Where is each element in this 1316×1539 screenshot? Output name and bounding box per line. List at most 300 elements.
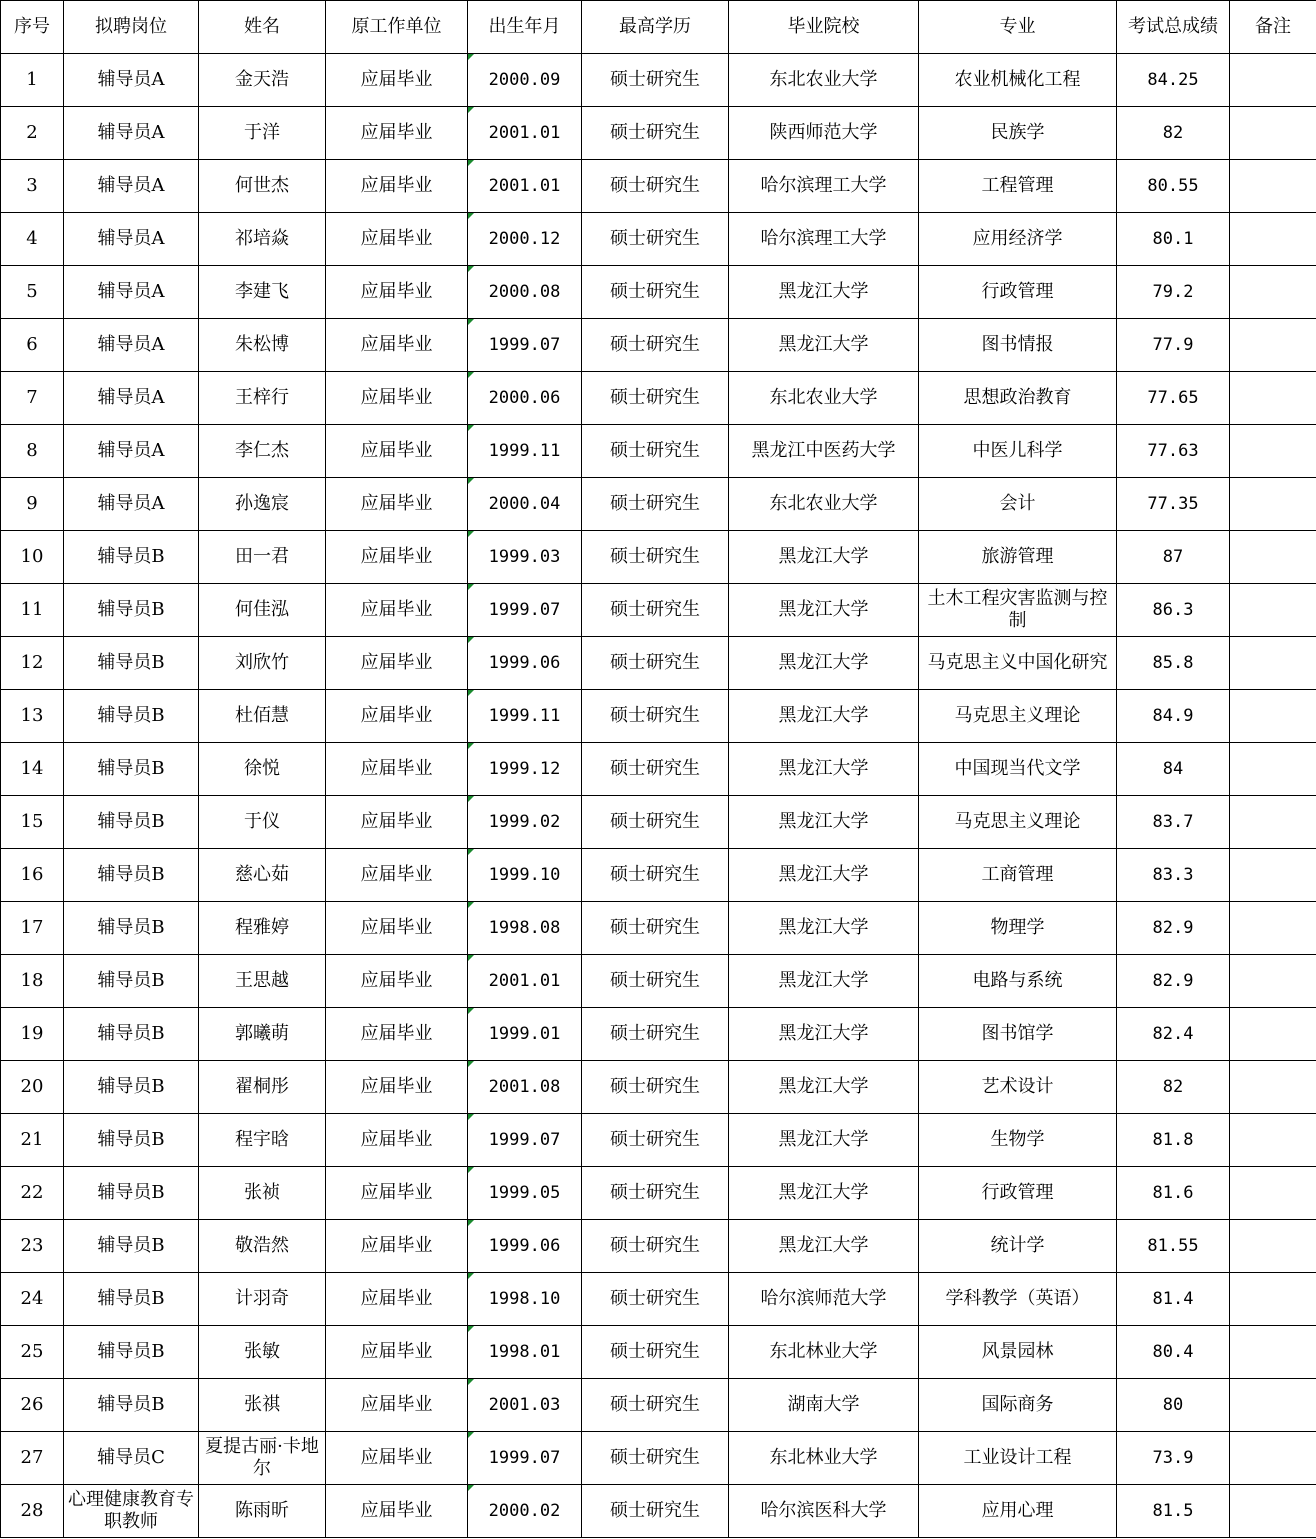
cell-note — [1230, 266, 1316, 319]
cell-degree: 硕士研究生 — [582, 637, 729, 690]
cell-position: 辅导员B — [64, 849, 199, 902]
cell-no: 1 — [1, 54, 64, 107]
cell-birth: 1999.07 — [468, 1114, 582, 1167]
cell-note — [1230, 1220, 1316, 1273]
cell-major: 电路与系统 — [919, 955, 1117, 1008]
cell-unit: 应届毕业 — [326, 1167, 468, 1220]
cell-note — [1230, 849, 1316, 902]
cell-degree: 硕士研究生 — [582, 1220, 729, 1273]
cell-birth: 1998.10 — [468, 1273, 582, 1326]
table-row — [1, 107, 1316, 160]
cell-birth: 1999.06 — [468, 637, 582, 690]
cell-unit: 应届毕业 — [326, 902, 468, 955]
cell-score: 83.3 — [1117, 849, 1230, 902]
cell-no: 27 — [1, 1432, 64, 1485]
cell-major: 马克思主义理论 — [919, 796, 1117, 849]
cell-position: 辅导员A — [64, 478, 199, 531]
cell-position: 辅导员A — [64, 54, 199, 107]
cell-position: 辅导员B — [64, 955, 199, 1008]
cell-degree: 硕士研究生 — [582, 584, 729, 637]
cell-school: 东北林业大学 — [729, 1432, 919, 1485]
cell-school: 黑龙江大学 — [729, 1061, 919, 1114]
cell-name: 何世杰 — [199, 160, 326, 213]
table-row — [1, 425, 1316, 478]
cell-school: 哈尔滨理工大学 — [729, 213, 919, 266]
cell-unit: 应届毕业 — [326, 637, 468, 690]
cell-degree: 硕士研究生 — [582, 478, 729, 531]
cell-no: 15 — [1, 796, 64, 849]
cell-degree: 硕士研究生 — [582, 690, 729, 743]
cell-school: 哈尔滨理工大学 — [729, 160, 919, 213]
cell-degree: 硕士研究生 — [582, 1008, 729, 1061]
cell-birth: 1999.11 — [468, 690, 582, 743]
cell-note — [1230, 955, 1316, 1008]
cell-major: 民族学 — [919, 107, 1117, 160]
cell-score: 80 — [1117, 1379, 1230, 1432]
table-row — [1, 1220, 1316, 1273]
cell-birth: 1998.08 — [468, 902, 582, 955]
cell-no: 28 — [1, 1485, 64, 1538]
cell-no: 13 — [1, 690, 64, 743]
header-degree: 最高学历 — [582, 1, 729, 54]
cell-position: 辅导员B — [64, 902, 199, 955]
cell-position: 心理健康教育专职教师 — [64, 1485, 199, 1538]
cell-score: 79.2 — [1117, 266, 1230, 319]
cell-score: 86.3 — [1117, 584, 1230, 637]
cell-name: 孙逸宸 — [199, 478, 326, 531]
cell-unit: 应届毕业 — [326, 531, 468, 584]
cell-degree: 硕士研究生 — [582, 902, 729, 955]
header-note: 备注 — [1230, 1, 1316, 54]
cell-major: 国际商务 — [919, 1379, 1117, 1432]
cell-note — [1230, 637, 1316, 690]
cell-name: 计羽奇 — [199, 1273, 326, 1326]
cell-note — [1230, 1485, 1316, 1538]
table-row — [1, 1008, 1316, 1061]
cell-birth: 1999.05 — [468, 1167, 582, 1220]
cell-score: 82.4 — [1117, 1008, 1230, 1061]
cell-major: 学科教学（英语） — [919, 1273, 1117, 1326]
cell-position: 辅导员B — [64, 1379, 199, 1432]
cell-birth: 2001.01 — [468, 955, 582, 1008]
cell-unit: 应届毕业 — [326, 1273, 468, 1326]
cell-name: 张祺 — [199, 1379, 326, 1432]
table-row — [1, 584, 1316, 637]
header-school: 毕业院校 — [729, 1, 919, 54]
cell-position: 辅导员B — [64, 690, 199, 743]
cell-score: 82.9 — [1117, 955, 1230, 1008]
cell-name: 祁培焱 — [199, 213, 326, 266]
cell-score: 73.9 — [1117, 1432, 1230, 1485]
table-row — [1, 1061, 1316, 1114]
cell-no: 3 — [1, 160, 64, 213]
cell-birth: 2001.01 — [468, 107, 582, 160]
cell-name: 张祯 — [199, 1167, 326, 1220]
cell-position: 辅导员B — [64, 1114, 199, 1167]
cell-score: 81.6 — [1117, 1167, 1230, 1220]
cell-degree: 硕士研究生 — [582, 372, 729, 425]
cell-name: 于仪 — [199, 796, 326, 849]
cell-name: 徐悦 — [199, 743, 326, 796]
cell-school: 黑龙江大学 — [729, 849, 919, 902]
cell-major: 物理学 — [919, 902, 1117, 955]
cell-position: 辅导员B — [64, 1167, 199, 1220]
cell-birth: 1999.12 — [468, 743, 582, 796]
cell-note — [1230, 1061, 1316, 1114]
cell-note — [1230, 1379, 1316, 1432]
cell-name: 何佳泓 — [199, 584, 326, 637]
cell-birth: 2000.08 — [468, 266, 582, 319]
cell-no: 12 — [1, 637, 64, 690]
cell-name: 郭曦萌 — [199, 1008, 326, 1061]
cell-score: 80.1 — [1117, 213, 1230, 266]
table-row — [1, 796, 1316, 849]
cell-note — [1230, 1114, 1316, 1167]
cell-position: 辅导员B — [64, 1061, 199, 1114]
cell-score: 84 — [1117, 743, 1230, 796]
cell-score: 77.9 — [1117, 319, 1230, 372]
cell-name: 杜佰慧 — [199, 690, 326, 743]
cell-school: 黑龙江大学 — [729, 955, 919, 1008]
table-row — [1, 1485, 1316, 1538]
cell-position: 辅导员A — [64, 160, 199, 213]
cell-degree: 硕士研究生 — [582, 1432, 729, 1485]
cell-major: 工业设计工程 — [919, 1432, 1117, 1485]
cell-unit: 应届毕业 — [326, 1114, 468, 1167]
cell-major: 马克思主义理论 — [919, 690, 1117, 743]
cell-unit: 应届毕业 — [326, 1061, 468, 1114]
cell-birth: 2000.04 — [468, 478, 582, 531]
cell-score: 80.55 — [1117, 160, 1230, 213]
cell-unit: 应届毕业 — [326, 54, 468, 107]
table-row — [1, 1432, 1316, 1485]
cell-no: 21 — [1, 1114, 64, 1167]
table-row — [1, 372, 1316, 425]
cell-note — [1230, 796, 1316, 849]
cell-birth: 1999.10 — [468, 849, 582, 902]
cell-birth: 2001.08 — [468, 1061, 582, 1114]
cell-unit: 应届毕业 — [326, 584, 468, 637]
cell-note — [1230, 531, 1316, 584]
cell-unit: 应届毕业 — [326, 690, 468, 743]
cell-school: 黑龙江大学 — [729, 796, 919, 849]
cell-school: 黑龙江大学 — [729, 743, 919, 796]
cell-name: 夏提古丽·卡地尔 — [199, 1432, 326, 1485]
cell-major: 旅游管理 — [919, 531, 1117, 584]
cell-name: 程雅婷 — [199, 902, 326, 955]
cell-unit: 应届毕业 — [326, 107, 468, 160]
cell-note — [1230, 372, 1316, 425]
cell-major: 土木工程灾害监测与控制 — [919, 584, 1117, 637]
cell-school: 陕西师范大学 — [729, 107, 919, 160]
cell-score: 82.9 — [1117, 902, 1230, 955]
cell-degree: 硕士研究生 — [582, 1167, 729, 1220]
cell-position: 辅导员A — [64, 266, 199, 319]
cell-major: 中国现当代文学 — [919, 743, 1117, 796]
cell-degree: 硕士研究生 — [582, 849, 729, 902]
cell-note — [1230, 690, 1316, 743]
cell-birth: 1999.07 — [468, 584, 582, 637]
cell-note — [1230, 1008, 1316, 1061]
cell-degree: 硕士研究生 — [582, 160, 729, 213]
cell-degree: 硕士研究生 — [582, 531, 729, 584]
header-name: 姓名 — [199, 1, 326, 54]
cell-no: 20 — [1, 1061, 64, 1114]
cell-score: 77.63 — [1117, 425, 1230, 478]
cell-degree: 硕士研究生 — [582, 1061, 729, 1114]
cell-note — [1230, 425, 1316, 478]
cell-major: 行政管理 — [919, 266, 1117, 319]
cell-no: 18 — [1, 955, 64, 1008]
cell-major: 统计学 — [919, 1220, 1117, 1273]
cell-birth: 1999.07 — [468, 1432, 582, 1485]
cell-birth: 2000.12 — [468, 213, 582, 266]
cell-note — [1230, 1273, 1316, 1326]
cell-degree: 硕士研究生 — [582, 1379, 729, 1432]
cell-score: 77.65 — [1117, 372, 1230, 425]
cell-degree: 硕士研究生 — [582, 425, 729, 478]
cell-degree: 硕士研究生 — [582, 796, 729, 849]
cell-major: 工商管理 — [919, 849, 1117, 902]
cell-no: 6 — [1, 319, 64, 372]
cell-birth: 1999.11 — [468, 425, 582, 478]
cell-note — [1230, 54, 1316, 107]
cell-school: 黑龙江中医药大学 — [729, 425, 919, 478]
cell-name: 敬浩然 — [199, 1220, 326, 1273]
cell-no: 19 — [1, 1008, 64, 1061]
cell-major: 应用经济学 — [919, 213, 1117, 266]
cell-score: 80.4 — [1117, 1326, 1230, 1379]
cell-name: 陈雨昕 — [199, 1485, 326, 1538]
cell-no: 9 — [1, 478, 64, 531]
cell-major: 风景园林 — [919, 1326, 1117, 1379]
cell-major: 工程管理 — [919, 160, 1117, 213]
cell-major: 农业机械化工程 — [919, 54, 1117, 107]
table-row — [1, 1379, 1316, 1432]
cell-birth: 1999.06 — [468, 1220, 582, 1273]
cell-score: 84.25 — [1117, 54, 1230, 107]
cell-school: 东北农业大学 — [729, 372, 919, 425]
cell-unit: 应届毕业 — [326, 1220, 468, 1273]
cell-school: 黑龙江大学 — [729, 637, 919, 690]
cell-unit: 应届毕业 — [326, 1326, 468, 1379]
cell-no: 25 — [1, 1326, 64, 1379]
cell-degree: 硕士研究生 — [582, 1273, 729, 1326]
table-row — [1, 1167, 1316, 1220]
table-row — [1, 319, 1316, 372]
table-body — [1, 54, 1316, 1538]
cell-score: 81.5 — [1117, 1485, 1230, 1538]
cell-unit: 应届毕业 — [326, 1485, 468, 1538]
cell-birth: 1999.02 — [468, 796, 582, 849]
table-row — [1, 54, 1316, 107]
cell-note — [1230, 902, 1316, 955]
cell-position: 辅导员C — [64, 1432, 199, 1485]
cell-name: 翟桐彤 — [199, 1061, 326, 1114]
cell-birth: 2000.06 — [468, 372, 582, 425]
cell-name: 慈心茹 — [199, 849, 326, 902]
cell-school: 黑龙江大学 — [729, 1114, 919, 1167]
cell-school: 黑龙江大学 — [729, 266, 919, 319]
cell-note — [1230, 478, 1316, 531]
cell-no: 10 — [1, 531, 64, 584]
cell-position: 辅导员B — [64, 743, 199, 796]
cell-school: 哈尔滨师范大学 — [729, 1273, 919, 1326]
table-row — [1, 637, 1316, 690]
cell-no: 2 — [1, 107, 64, 160]
cell-no: 5 — [1, 266, 64, 319]
cell-unit: 应届毕业 — [326, 1379, 468, 1432]
cell-score: 81.55 — [1117, 1220, 1230, 1273]
cell-score: 77.35 — [1117, 478, 1230, 531]
cell-score: 83.7 — [1117, 796, 1230, 849]
cell-unit: 应届毕业 — [326, 425, 468, 478]
table-row — [1, 849, 1316, 902]
cell-school: 东北农业大学 — [729, 54, 919, 107]
cell-note — [1230, 743, 1316, 796]
cell-name: 李建飞 — [199, 266, 326, 319]
cell-unit: 应届毕业 — [326, 1432, 468, 1485]
cell-school: 黑龙江大学 — [729, 902, 919, 955]
cell-no: 14 — [1, 743, 64, 796]
cell-school: 黑龙江大学 — [729, 690, 919, 743]
cell-birth: 1999.07 — [468, 319, 582, 372]
cell-note — [1230, 1167, 1316, 1220]
cell-name: 王思越 — [199, 955, 326, 1008]
cell-score: 84.9 — [1117, 690, 1230, 743]
cell-major: 图书情报 — [919, 319, 1117, 372]
cell-birth: 2001.01 — [468, 160, 582, 213]
cell-position: 辅导员B — [64, 531, 199, 584]
cell-degree: 硕士研究生 — [582, 319, 729, 372]
cell-major: 行政管理 — [919, 1167, 1117, 1220]
cell-unit: 应届毕业 — [326, 160, 468, 213]
cell-unit: 应届毕业 — [326, 1008, 468, 1061]
cell-position: 辅导员A — [64, 213, 199, 266]
cell-name: 田一君 — [199, 531, 326, 584]
cell-name: 王梓行 — [199, 372, 326, 425]
cell-note — [1230, 107, 1316, 160]
cell-position: 辅导员A — [64, 107, 199, 160]
cell-position: 辅导员B — [64, 796, 199, 849]
table-row — [1, 1326, 1316, 1379]
cell-degree: 硕士研究生 — [582, 266, 729, 319]
header-position: 拟聘岗位 — [64, 1, 199, 54]
cell-score: 85.8 — [1117, 637, 1230, 690]
table-row — [1, 902, 1316, 955]
cell-position: 辅导员B — [64, 1008, 199, 1061]
cell-name: 张敏 — [199, 1326, 326, 1379]
table-row — [1, 478, 1316, 531]
cell-degree: 硕士研究生 — [582, 107, 729, 160]
cell-major: 生物学 — [919, 1114, 1117, 1167]
cell-unit: 应届毕业 — [326, 478, 468, 531]
cell-major: 艺术设计 — [919, 1061, 1117, 1114]
cell-birth: 2000.02 — [468, 1485, 582, 1538]
cell-position: 辅导员B — [64, 637, 199, 690]
cell-degree: 硕士研究生 — [582, 1114, 729, 1167]
cell-position: 辅导员A — [64, 372, 199, 425]
cell-name: 于洋 — [199, 107, 326, 160]
cell-school: 黑龙江大学 — [729, 584, 919, 637]
cell-school: 东北林业大学 — [729, 1326, 919, 1379]
cell-school: 黑龙江大学 — [729, 319, 919, 372]
cell-no: 17 — [1, 902, 64, 955]
cell-position: 辅导员A — [64, 319, 199, 372]
cell-unit: 应届毕业 — [326, 849, 468, 902]
cell-score: 81.8 — [1117, 1114, 1230, 1167]
cell-unit: 应届毕业 — [326, 266, 468, 319]
cell-major: 马克思主义中国化研究 — [919, 637, 1117, 690]
cell-name: 程宇晗 — [199, 1114, 326, 1167]
cell-note — [1230, 319, 1316, 372]
header-birth: 出生年月 — [468, 1, 582, 54]
cell-note — [1230, 160, 1316, 213]
cell-major: 中医儿科学 — [919, 425, 1117, 478]
cell-no: 24 — [1, 1273, 64, 1326]
cell-degree: 硕士研究生 — [582, 955, 729, 1008]
cell-position: 辅导员A — [64, 425, 199, 478]
header-unit: 原工作单位 — [326, 1, 468, 54]
cell-position: 辅导员B — [64, 1273, 199, 1326]
header-no: 序号 — [1, 1, 64, 54]
table-row — [1, 213, 1316, 266]
cell-school: 哈尔滨医科大学 — [729, 1485, 919, 1538]
cell-unit: 应届毕业 — [326, 743, 468, 796]
cell-degree: 硕士研究生 — [582, 1485, 729, 1538]
cell-no: 23 — [1, 1220, 64, 1273]
cell-major: 应用心理 — [919, 1485, 1117, 1538]
table-row — [1, 743, 1316, 796]
cell-no: 26 — [1, 1379, 64, 1432]
cell-birth: 2000.09 — [468, 54, 582, 107]
cell-birth: 2001.03 — [468, 1379, 582, 1432]
cell-school: 黑龙江大学 — [729, 531, 919, 584]
header-row — [1, 1, 1316, 54]
cell-name: 朱松博 — [199, 319, 326, 372]
cell-school: 黑龙江大学 — [729, 1220, 919, 1273]
cell-school: 东北农业大学 — [729, 478, 919, 531]
cell-major: 图书馆学 — [919, 1008, 1117, 1061]
cell-unit: 应届毕业 — [326, 955, 468, 1008]
cell-school: 黑龙江大学 — [729, 1008, 919, 1061]
cell-position: 辅导员B — [64, 1220, 199, 1273]
cell-position: 辅导员B — [64, 1326, 199, 1379]
cell-degree: 硕士研究生 — [582, 1326, 729, 1379]
cell-note — [1230, 213, 1316, 266]
cell-no: 4 — [1, 213, 64, 266]
cell-score: 82 — [1117, 1061, 1230, 1114]
cell-degree: 硕士研究生 — [582, 54, 729, 107]
cell-birth: 1998.01 — [468, 1326, 582, 1379]
cell-score: 82 — [1117, 107, 1230, 160]
table-row — [1, 1273, 1316, 1326]
cell-note — [1230, 1432, 1316, 1485]
cell-school: 黑龙江大学 — [729, 1167, 919, 1220]
table-row — [1, 266, 1316, 319]
table-row — [1, 160, 1316, 213]
cell-no: 7 — [1, 372, 64, 425]
cell-school: 湖南大学 — [729, 1379, 919, 1432]
cell-major: 思想政治教育 — [919, 372, 1117, 425]
table-row — [1, 955, 1316, 1008]
cell-unit: 应届毕业 — [326, 319, 468, 372]
cell-name: 李仁杰 — [199, 425, 326, 478]
cell-no: 11 — [1, 584, 64, 637]
header-score: 考试总成绩 — [1117, 1, 1230, 54]
cell-name: 金天浩 — [199, 54, 326, 107]
cell-score: 87 — [1117, 531, 1230, 584]
